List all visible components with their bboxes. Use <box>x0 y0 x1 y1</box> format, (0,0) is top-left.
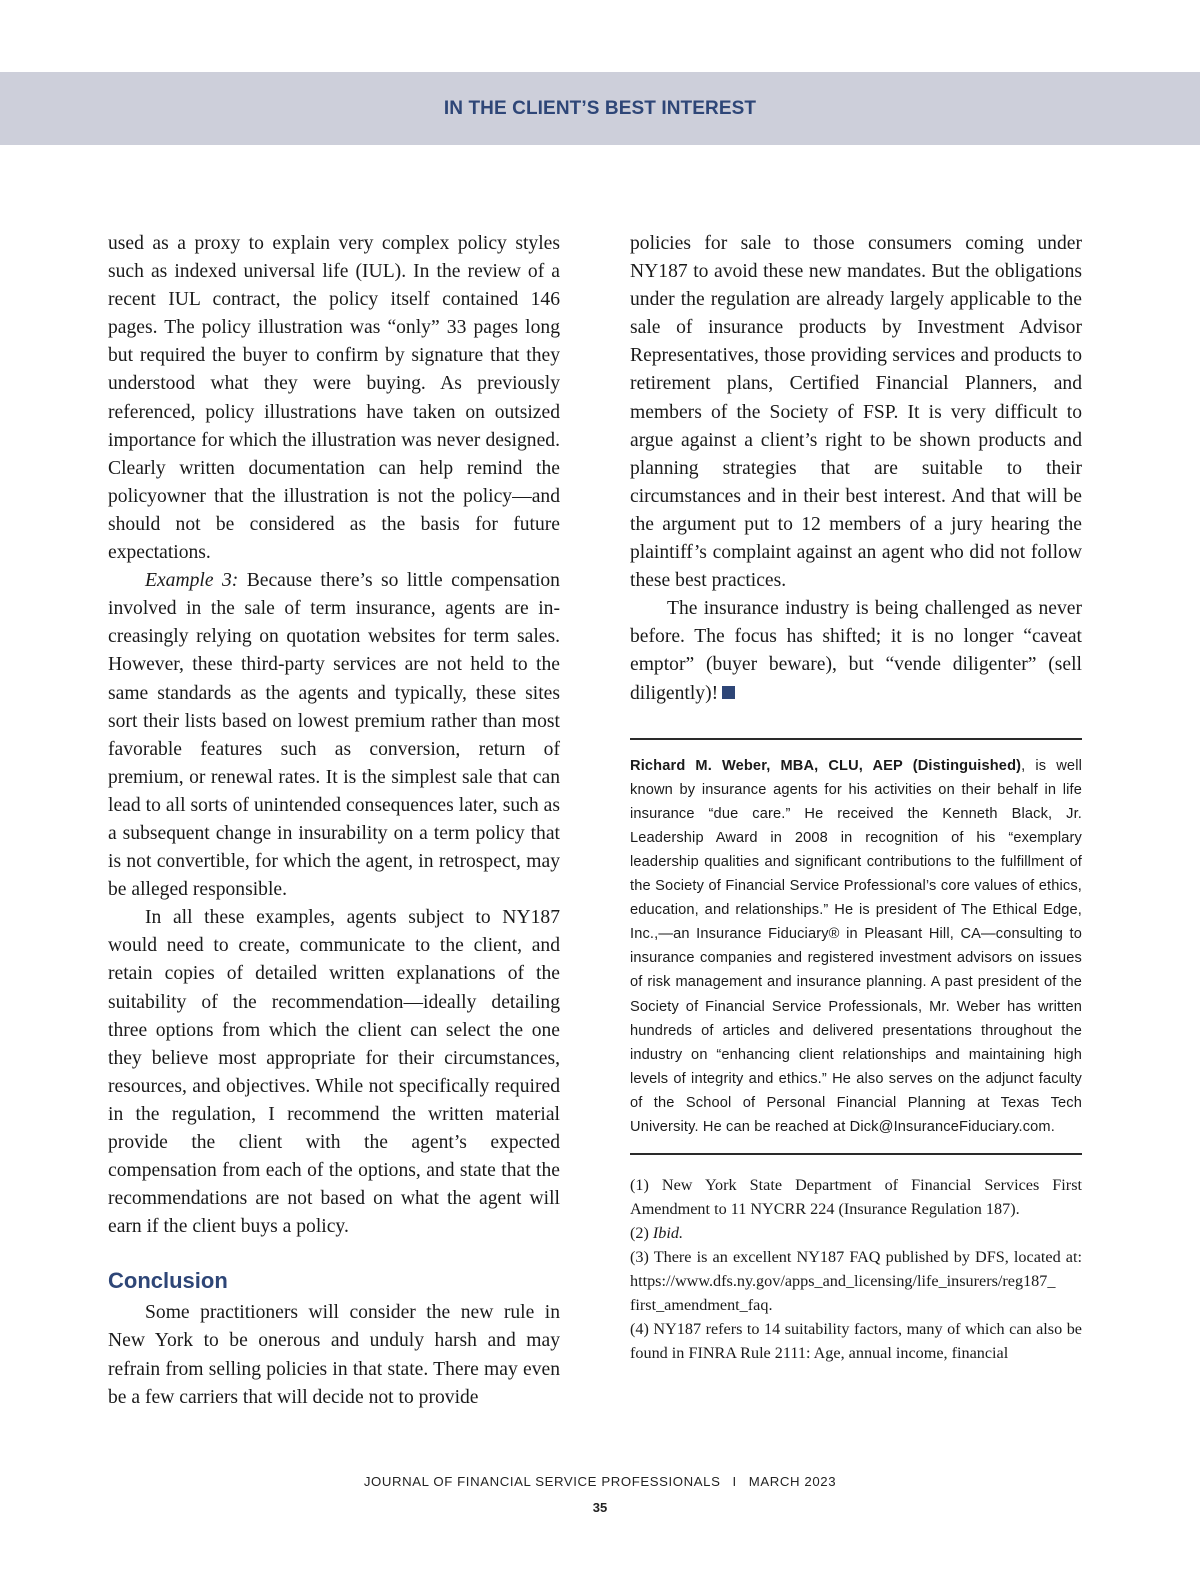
left-column <box>108 230 560 1412</box>
body-paragraph <box>630 595 1082 707</box>
section-title: IN THE CLIENT’S BEST INTEREST <box>443 97 757 119</box>
footnotes <box>630 1173 1082 1365</box>
footnote <box>630 1221 1082 1245</box>
footnote-number: (2) <box>630 1224 653 1243</box>
author-bio-text: , is well known by insurance agents for his activities on their behalf in life insurance “due care.” He received the Kenneth Black, Jr. Leadership Award in 2008 in recognition of his “exemplary leadership qualities and significant contributions to the fulfillment of the Society of Financial Service Professional’s core values of ethics, education, and relationships.” He is president of The Ethical Edge, Inc.,—an Insurance Fiduciary® in Pleasant Hill, CA—consulting to insurance companies and registered investment advisors on issues of risk management and insurance planning. A past president of the Society of Financial Service Professionals, Mr. Weber has written hundreds of articles and delivered presentations throughout the industry on “enhancing client relationships and maintaining high levels of integrity and ethics.” He also serves on the adjunct faculty of the School of Personal Financial Planning at Texas Tech University. He can be reached at Dick@InsuranceFiduciary.com. <box>630 757 1082 1135</box>
divider <box>630 1153 1082 1155</box>
footnote: (1) New York State Department of Financial Services First Amendment to 11 NYCRR 224 (Insurance Regulation 187). <box>630 1176 1082 1219</box>
closing-text: The insurance industry is being challenged as never before. The focus has shifted; it is no longer “caveat emptor” (buyer beware), but “vende diligenter” (sell diligently)! <box>630 598 1082 704</box>
page-number: 35 <box>592 1500 608 1515</box>
example-text: Because there’s so little compensation involved in the sale of term insurance, agents are increasingly relying on quotation websites for term sales. However, these third-party services are not held to the same standards as the agents and typically, these sites sort their lists based on lowest premium rather than most favorable features such as conversion, return of premium, or renewal rates. It is the simplest sale that can lead to all sorts of unintended consequences later, such as a subsequent change in insurability on a term policy that is not convertible, for which the agent, in retrospect, may be alleged responsible. <box>108 570 560 901</box>
body-paragraph: Some practitioners will consider the new rule in New York to be onerous and unduly harsh and may refrain from selling policies in that state. There may even be a few carriers that will decide not to provide <box>108 1302 560 1408</box>
footnote-text: Ibid. <box>652 1224 684 1243</box>
section-banner <box>0 72 1200 145</box>
divider <box>630 738 1082 740</box>
journal-name: JOURNAL OF FINANCIAL SERVICE PROFESSIONALS <box>363 1474 721 1489</box>
footer-separator: I <box>732 1474 737 1489</box>
footnote: (4) NY187 refers to 14 suitability factors, many of which can also be found in FINRA Rule 2111: Age, annual income, financial <box>630 1320 1082 1363</box>
author-bio <box>630 754 1082 1140</box>
end-of-article-mark <box>722 686 735 699</box>
author-name: Richard M. Weber, MBA, CLU, AEP (Distinguished) <box>630 757 1022 774</box>
example-label: Example 3: <box>145 570 239 592</box>
body-paragraph: In all these examples, agents subject to NY187 would need to create, communicate to the client, and retain copies of detailed written explanations of the suitability of the recommendation—ideally detailing three options from which the client can select the one they believe most appropriate for their circumstances, resources, and objectives. While not specifically required in the regulation, I recommend the written material provide the client with the agent’s expected compensation from each of the options, and state that the recommendations are not based on what the agent will earn if the client buys a policy. <box>108 907 560 1238</box>
conclusion-heading: Conclusion <box>108 1268 228 1294</box>
body-paragraph <box>108 567 560 904</box>
issue-date: MARCH 2023 <box>748 1474 837 1489</box>
journal-footer <box>0 1474 1200 1489</box>
right-column <box>630 230 1082 1365</box>
body-paragraph: policies for sale to those consumers coming under NY187 to avoid these new mandates. But the obligations under the regulation are already largely applicable to the sale of insurance products by Investment Advisor Representatives, those providing services and products to retirement plans, Certified Financial Planners, and members of the Society of FSP. It is very difficult to argue against a client’s right to be shown products and planning strategies that are suitable to their circumstances and in their best interest. And that will be the argument put to 12 members of a jury hearing the plaintiff’s complaint against an agent who did not follow these best practices. <box>630 233 1082 592</box>
footnote: (3) There is an excellent NY187 FAQ published by DFS, located at: https://www.dfs.ny.gov/apps_and_licensing/life_insurers/reg187_ first_amendment_faq. <box>630 1248 1082 1315</box>
body-paragraph: used as a proxy to explain very complex policy styles such as indexed universal life (IUL). In the review of a recent IUL contract, the policy itself contained 146 pages. The policy illustration was “only” 33 pages long but required the buyer to confirm by signature that they understood what they were buying. As previously referenced, policy illustrations have taken on outsized importance for which the illustration was never designed. Clearly written documentation can help remind the policyowner that the illustration is not the policy—and should not be considered as the basis for future expectations. <box>108 233 560 564</box>
